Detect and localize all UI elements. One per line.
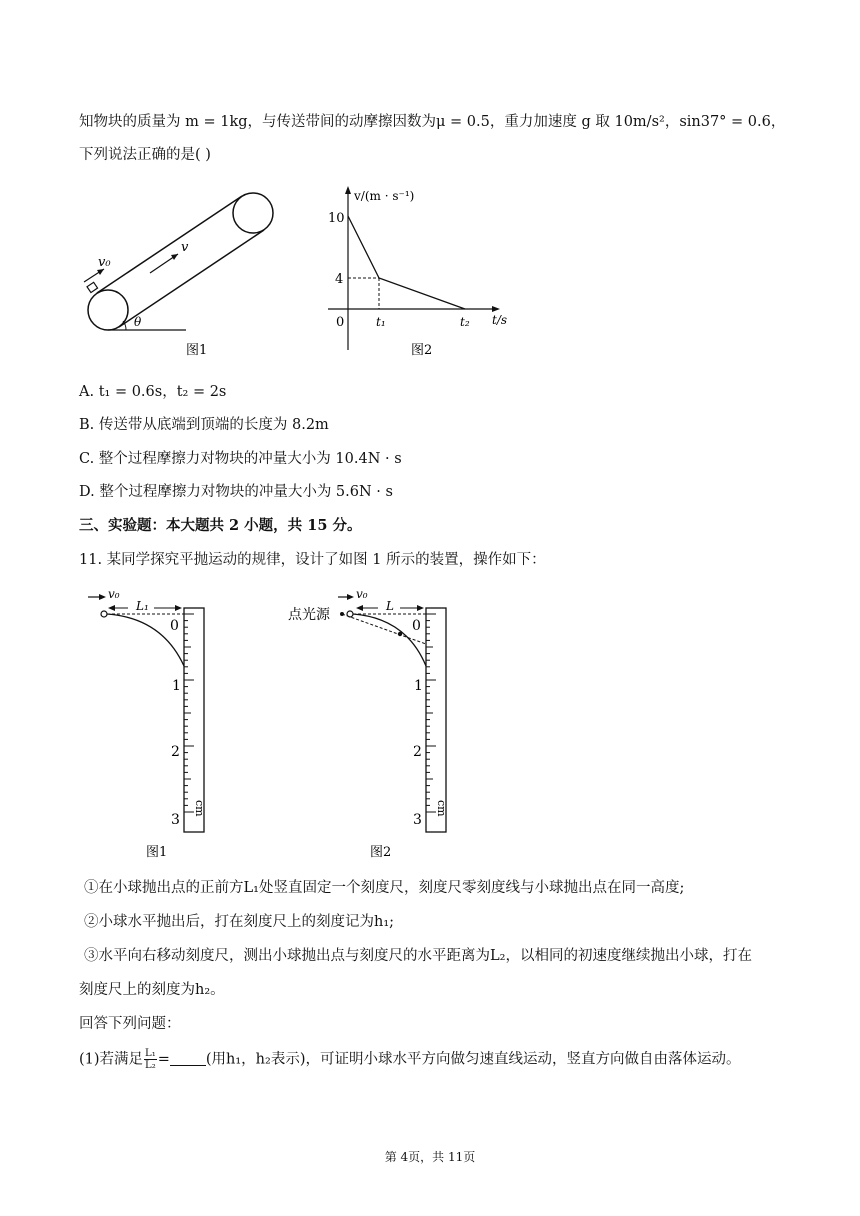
L1-arrowhead-left [108,605,115,611]
page-footer: 第 4页，共 11页 [384,1150,476,1164]
belt-lower-edge [119,230,264,327]
x-tick-t2: t₂ [460,315,470,329]
ruler-tick-label-0: 0 [412,618,421,634]
v0-arrowhead [347,594,354,600]
x-tick-t1: t₁ [376,315,386,329]
option-d: D. 整个过程摩擦力对物块的冲量大小为 5.6N · s [79,484,393,500]
fraction-L1-over-L2 [144,1048,157,1071]
projectile-ruler-figure-2 [286,588,466,868]
ruler-unit: cm [435,800,448,817]
answer-blank[interactable] [170,1051,206,1066]
fraction-denominator: L₂ [145,1060,156,1071]
origin-label: 0 [336,315,345,330]
belt-upper-edge [97,196,242,293]
theta-label: θ [134,315,142,329]
L1-arrowhead-right [175,605,182,611]
ruler-tick-label-0: 0 [170,618,179,634]
figure-1-caption: 图1 [146,845,168,860]
ball-midflight [398,632,402,636]
x-axis-arrowhead [492,306,500,312]
problem-11-stem: 11. 某同学探究平抛运动的规律，设计了如图 1 所示的装置，操作如下： [79,552,546,568]
L-arrowhead-left [356,605,363,611]
x-axis-label: t/s [492,313,508,327]
v0-label: v₀ [98,255,111,270]
ruler-ticks [184,614,194,812]
bottom-pulley [88,290,128,330]
L-label: L [386,599,394,613]
ball [101,611,107,617]
L-arrowhead-right [417,605,424,611]
step-2: ②小球水平抛出后，打在刻度尺上的刻度记为h₁; [84,914,395,930]
ruler-tick-label-1: 1 [414,678,423,694]
v-label: v [181,240,189,255]
v0-label: v₀ [108,588,120,601]
conveyor-belt-figure [78,180,288,360]
problem-10-intro-line-1: 知物块的质量为 m = 1kg，与传送带间的动摩擦因数为μ = 0.5，重力加速度 g 取 10m/s²，sin37° = 0.6， [79,114,786,130]
step-1: ①在小球抛出点的正前方L₁处竖直固定一个刻度尺，刻度尺零刻度线与小球抛出点在同一高度; [84,880,685,896]
option-b: B. 传送带从底端到顶端的长度为 8.2m [79,417,329,433]
question-1-equals: = [157,1051,170,1068]
ruler-tick-label-2: 2 [413,744,422,760]
v0-label: v₀ [356,588,368,601]
velocity-curve [348,216,465,309]
figure-2-caption: 图2 [411,343,433,358]
fraction-numerator: L₁ [145,1048,156,1059]
answer-prompt: 回答下列问题： [79,1016,181,1032]
question-1-prefix: (1)若满足 [79,1051,144,1068]
y-axis-label: v/(m · s⁻¹) [354,189,415,203]
ruler-unit: cm [193,800,206,817]
ruler-tick-label-3: 3 [413,812,422,828]
block [87,282,98,292]
option-c: C. 整个过程摩擦力对物块的冲量大小为 10.4N · s [79,451,402,467]
v0-arrowhead [99,594,106,600]
top-pulley [233,193,273,233]
ruler-tick-label-2: 2 [171,744,180,760]
option-a: A. t₁ = 0.6s，t₂ = 2s [79,384,227,400]
question-1 [79,1048,740,1071]
step-3-line-2: 刻度尺上的刻度为h₂。 [79,982,225,998]
y-tick-4: 4 [335,272,344,287]
section-3-heading: 三、实验题：本大题共 2 小题，共 15 分。 [79,517,362,534]
y-tick-10: 10 [328,211,345,226]
question-1-suffix: (用h₁，h₂表示)，可证明小球水平方向做匀速直线运动，竖直方向做自由落体运动。 [205,1051,741,1068]
L1-label: L₁ [136,599,149,613]
v-arrowhead [171,254,178,260]
ruler-ticks [426,614,436,812]
problem-10-intro-line-2: 下列说法正确的是( ) [79,147,211,163]
figure-2-caption: 图2 [370,845,392,860]
projectile-ruler-figure-1 [82,588,232,868]
light-source-label: 点光源 [288,607,330,623]
ruler-tick-label-3: 3 [171,812,180,828]
figure-1-caption: 图1 [186,343,208,358]
step-3-line-1: ③水平向右移动刻度尺，测出小球抛出点与刻度尺的水平距离为L₂，以相同的初速度继续抛出小球，打在 [84,948,752,964]
ruler-tick-label-1: 1 [172,678,181,694]
y-axis-arrowhead [345,186,351,194]
velocity-time-graph [318,180,538,360]
